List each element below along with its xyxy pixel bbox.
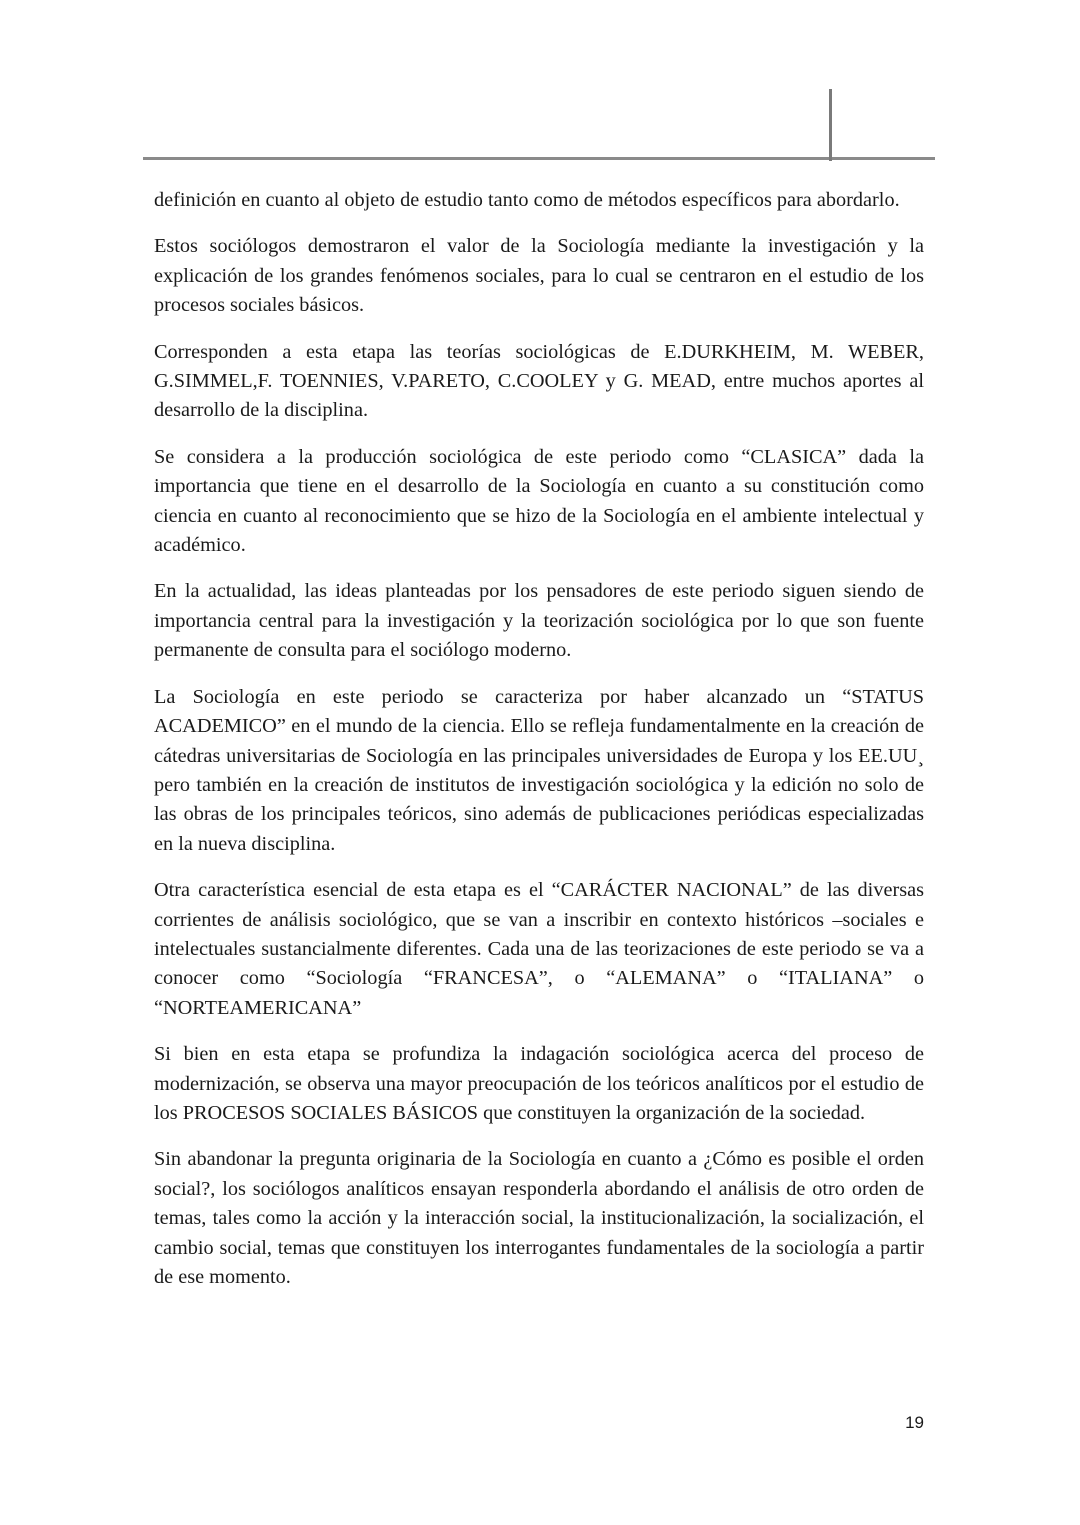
paragraph-6: La Sociología en este periodo se caracteriza por haber alcanzado un “STATUS ACADEMICO” en el mundo de la ciencia. Ello se refleja fundamentalmente en la creación de cátedras universitarias de Sociología en las principales universidades de Europa y los EE.UU¸ pero también en la creación de institutos de investigación sociológica y la edición no solo de las obras de los principales teóricos, sino además de publicaciones periódicas especializadas en la nueva disciplina.	[154, 685, 924, 855]
paragraph-5: En la actualidad, las ideas planteadas por los pensadores de este periodo siguen siendo de importancia central para la investigación y la teorización sociológica por lo que son fuente permanente de consulta para el sociólogo moderno.	[154, 580, 924, 662]
header-rule	[143, 157, 935, 160]
header-tick	[829, 89, 832, 161]
paragraph-9: Sin abandonar la pregunta originaria de la Sociología en cuanto a ¿Cómo es posible el orden social?, los sociólogos analíticos ensayan responderla abordando el análisis de otro orden de temas, tales como la acción y la interacción social, la institucionalización, la socialización, el cambio social, temas que constituyen los interrogantes fundamentales de la sociología a partir de ese momento.	[154, 1148, 924, 1288]
paragraph-3: Corresponden a esta etapa las teorías sociológicas de E.DURKHEIM, M. WEBER, G.SIMMEL,F. TOENNIES, V.PARETO, C.COOLEY y G. MEAD, entre muchos aportes al desarrollo de la disciplina.	[154, 340, 924, 422]
page-number: 19	[905, 1413, 924, 1432]
paragraph-4: Se considera a la producción sociológica de este periodo como “CLASICA” dada la importancia que tiene en el desarrollo de la Sociología en cuanto a su constitución como ciencia en cuanto al reconocimiento que se hizo de la Sociología en el ambiente intelectual y académico.	[154, 445, 924, 557]
paragraph-7: Otra característica esencial de esta etapa es el “CARÁCTER NACIONAL” de las diversas corrientes de análisis sociológico, que se van a inscribir en contexto históricos –sociales e intelectuales sustancialmente diferentes. Cada una de las teorizaciones de este periodo se va a conocer como “Sociología “FRANCESA”, o “ALEMANA” o “ITALIANA” o “NORTEAMERICANA”	[154, 879, 924, 1019]
paragraph-2: Estos sociólogos demostraron el valor de la Sociología mediante la investigación y la explicación de los grandes fenómenos sociales, para lo cual se centraron en el estudio de los procesos sociales básicos.	[154, 235, 924, 317]
paragraph-8: Si bien en esta etapa se profundiza la indagación sociológica acerca del proceso de modernización, se observa una mayor preocupación de los teóricos analíticos por el estudio de los PROCESOS SOCIALES BÁSICOS que constituyen la organización de la sociedad.	[154, 1043, 924, 1124]
page-body	[154, 186, 924, 1309]
paragraph-1: definición en cuanto al objeto de estudio tanto como de métodos específicos para abordarlo.	[154, 189, 900, 211]
